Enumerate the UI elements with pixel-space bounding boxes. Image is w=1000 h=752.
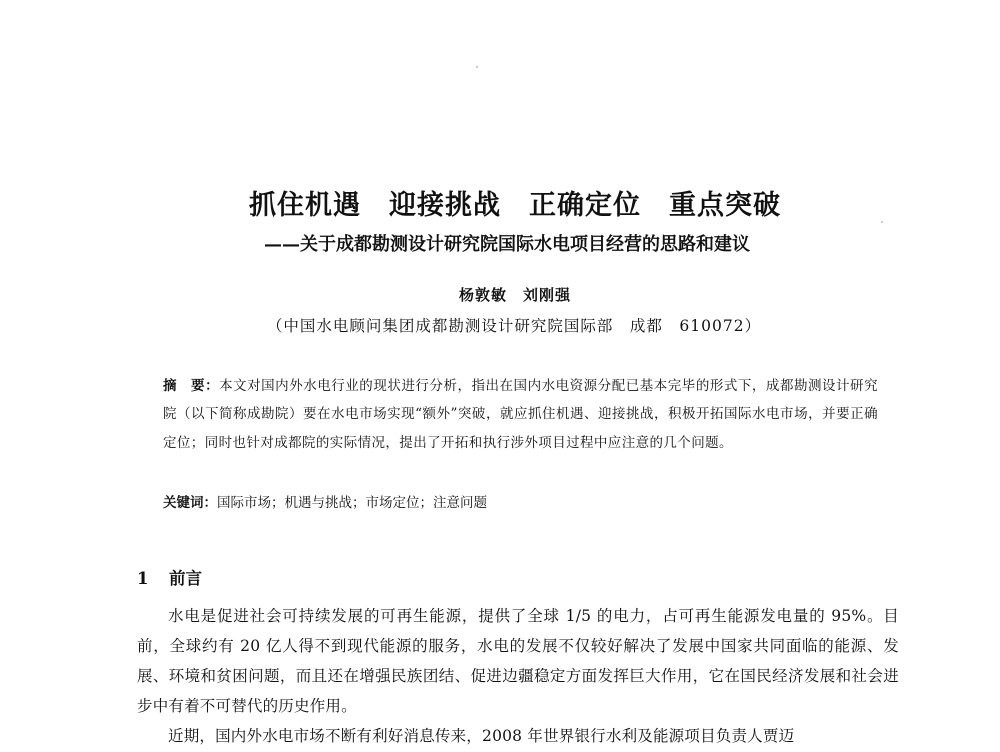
abstract-text: 本文对国内外水电行业的现状进行分析，指出在国内水电资源分配已基本完毕的形式下，成都勘测设计研究院（以下简称成勘院）要在水电市场实现“额外”突破，就应抓住机遇、迎接挑战，积极开拓国际水电市场，并要正确定位；同时也针对成都院的实际情况，提出了开拓和执行涉外项目过程中应注意的几个问题。 bbox=[163, 378, 878, 451]
abstract-label: 摘 要： bbox=[163, 378, 220, 394]
body-paragraph: 近期，国内外水电市场不断有利好消息传来，2008 年世界银行水利及能源项目负责人贾迈 bbox=[168, 727, 795, 745]
section-title: 前言 bbox=[169, 569, 202, 588]
paper-title: 抓住机遇 迎接挑战 正确定位 重点突破 bbox=[249, 190, 781, 221]
body-paragraph: 水电是促进社会可持续发展的可再生能源，提供了全球 1/5 的电力，占可再生能源发电量的 95%。目前，全球约有 20 亿人得不到现代能源的服务，水电的发展不仅较好解决了发展中国家共同面临的能源、发展、环境和贫困问题，而且还在增强民族团结、促进边疆稳定方面发挥巨大作用，它在国民经济发展和社会进步中有着不可替代的历史作用。 bbox=[137, 607, 899, 715]
keywords-text: 国际市场；机遇与挑战；市场定位；注意问题 bbox=[217, 495, 487, 511]
paper-affiliation: （中国水电顾问集团成都勘测设计研究院国际部 成都 610072） bbox=[266, 317, 762, 335]
keywords-block bbox=[163, 489, 878, 517]
paper-subtitle: ——关于成都勘测设计研究院国际水电项目经营的思路和建议 bbox=[264, 234, 750, 255]
body-text bbox=[137, 601, 899, 751]
paper-authors: 杨敦敏 刘刚强 bbox=[458, 286, 571, 304]
scan-speck bbox=[476, 66, 478, 68]
section-number: 1 bbox=[137, 569, 149, 588]
keywords-label: 关键词： bbox=[163, 495, 217, 511]
section-heading bbox=[137, 565, 202, 589]
abstract-block bbox=[163, 372, 878, 457]
